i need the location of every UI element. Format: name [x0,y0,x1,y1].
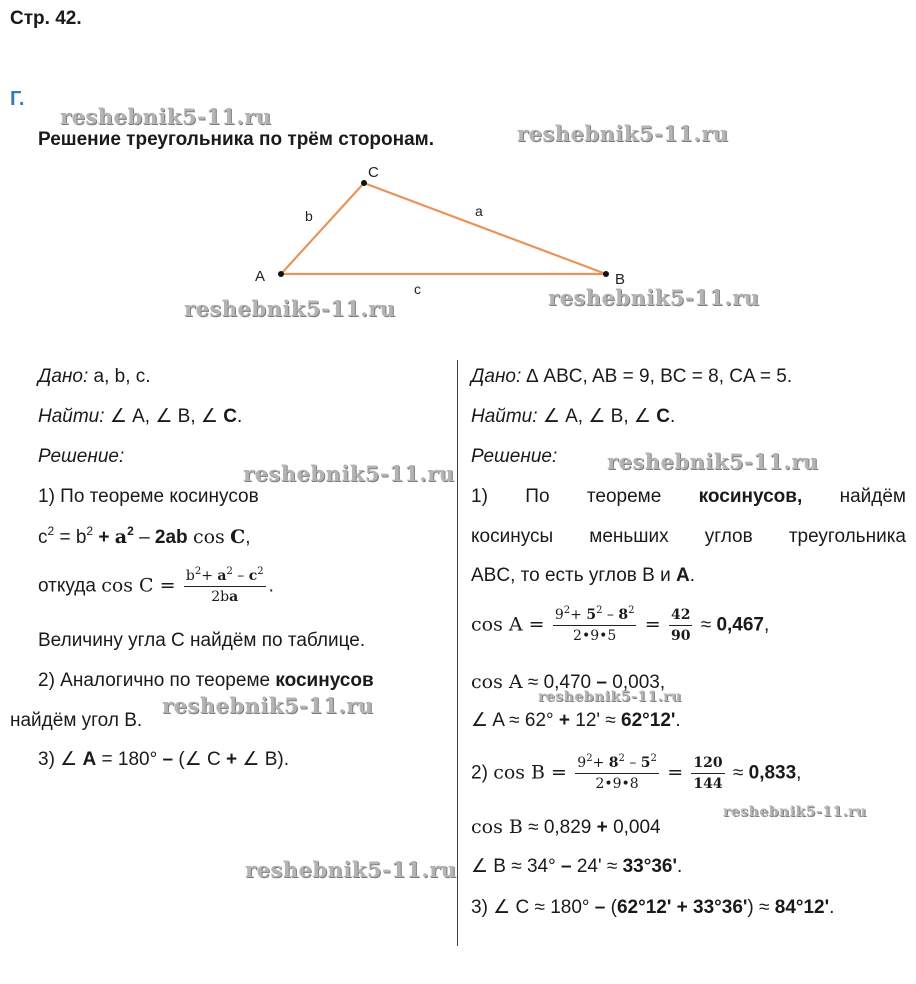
section-heading: Решение треугольника по трём сторонам. [38,129,435,150]
vertex-b-label: B [615,271,626,288]
step1-word: углов [704,526,753,547]
left-step2 [38,669,374,693]
formula-term: 2) [471,762,488,784]
given-label: Дано: [471,366,522,387]
triangle-side-a [364,183,606,274]
left-step1: 1) По теореме косинусов [38,486,259,507]
step1-text: . [689,565,696,586]
step3-term: 3) ∠ [38,749,78,770]
right-find [471,405,675,429]
formula-term: ≈ [732,762,744,784]
step1-text: ABC, то есть углов B и [471,565,671,586]
find-value-end: . [669,406,676,427]
watermark: reshebnik5-11.ru [538,689,682,705]
vertex-c-label: C [368,164,379,181]
side-a-label: a [475,203,483,219]
left-table-line: Величину угла С найдём по таблице. [38,630,366,651]
formula-term: C [230,526,246,548]
given-label: Дано: [38,366,89,387]
cosA-fraction: $\frac{9^2+ 5^2 - 8^2}{2•9•5}$ [554,605,635,644]
cosC-fraction: $\frac{b^2+ a^2 - c^2}{2ba}$ [185,566,264,605]
left-solution-label: Решение: [38,446,125,467]
given-value: ∆ ABC, AB = 9, BC = 8, CA = 5. [526,366,793,387]
left-step2-cont: найдём угол В. [10,710,143,731]
step1-bold: A [676,565,690,586]
formula-term: . [675,710,681,731]
right-step3 [471,896,834,920]
cosB-fraction: $\frac{9^2+ 8^2 - 5^2}{2•9•8}$ [577,753,657,792]
formula-term: . [829,897,835,918]
right-given [471,365,792,389]
right-angleB [471,855,682,879]
formula-term: cos A [471,671,523,693]
step3-term: = 180° [101,749,158,770]
vertex-a-label: A [255,268,266,285]
right-step1-line2 [471,525,906,549]
triangle-diagram [240,158,640,298]
right-cosB-formula [471,753,801,794]
vertex-b-point [603,271,609,277]
formula-term: ∠ A ≈ 62° [471,710,554,731]
formula-term: ) ≈ [747,897,770,918]
formula-term: cos [192,526,225,548]
formula-term: – [560,856,572,877]
formula-term: – [139,527,150,548]
column-divider [457,360,458,946]
formula-term: = [667,761,684,784]
formula-term: + [596,817,608,838]
watermark: reshebnik5-11.ru [245,857,457,882]
step1-word: меньших [589,526,669,547]
left-find [38,405,242,429]
step1-word: косинусов, [698,486,803,507]
cosA-result-fraction: $\frac{42}{90}$ [670,607,691,644]
side-b-label: b [305,208,313,224]
step1-word: По [525,486,550,507]
formula-term: = [644,613,661,636]
formula-term: cos B = [493,761,567,784]
find-label: Найти: [38,406,105,427]
find-value-bold: C [656,406,670,427]
right-cosA-formula [471,605,769,646]
formula-term: 24' ≈ [576,856,618,877]
watermark: reshebnik5-11.ru [243,461,455,486]
step1-word: найдём [839,486,906,507]
step1-word: косинусы [471,526,554,547]
watermark: reshebnik5-11.ru [60,104,272,129]
formula-term: a [114,526,128,548]
formula-term: + [98,527,110,548]
formula-term: 0,004 [613,817,661,838]
vertex-c-point [361,180,367,186]
step3-term: A [82,749,97,770]
left-formula: $c^2 = b^2 + a^2 - 2ab$ cos C, [38,524,251,548]
watermark: reshebnik5-11.ru [162,693,374,718]
step1-word: треугольника [788,526,906,547]
formula-term: , [796,762,802,784]
watermark: reshebnik5-11.ru [184,296,396,321]
right-angleA [471,709,681,733]
page-number: Стр. 42. [10,8,82,29]
given-value: a, b, c. [93,366,151,387]
formula-term: ( [610,897,617,918]
formula-term: 12' ≈ [575,710,616,731]
formula-term: ≈ 0,829 [528,817,592,838]
formula-term: 0,003, [612,672,666,693]
formula-term: 33°36' [693,897,748,918]
step2-bold: косинусов [275,670,374,691]
triangle-sides [281,183,606,274]
find-value: ∠ A, ∠ B, ∠ [109,406,218,427]
formula-term: ≈ [700,614,712,636]
right-cosA-line2 [471,670,665,695]
formula-term: + [558,710,570,731]
find-value-end: . [236,406,243,427]
watermark: reshebnik5-11.ru [723,804,867,820]
formula-term: ≈ 0,470 [527,672,592,693]
step3-term: + [226,749,238,770]
whence-word: откуда [38,575,96,597]
cosB-value: 0,833 [748,762,797,784]
find-value-bold: C [223,406,237,427]
step3-term: – [162,749,174,770]
watermark: reshebnik5-11.ru [548,285,760,310]
formula-term: 3) ∠ C ≈ 180° [471,897,590,918]
formula-term: , [764,614,770,636]
formula-term: cos A = [471,613,545,636]
left-cosC-formula [38,566,274,607]
left-given [38,365,151,389]
angleC-value: 84°12' [774,897,830,918]
right-cosB-line2 [471,815,661,840]
step3-term: (∠ C [178,749,221,770]
formula-term: c [38,527,48,548]
triangle-side-b [281,183,364,274]
cosA-value: 0,467 [716,614,764,636]
side-c-label: c [414,281,421,297]
step2-text: 2) Аналогично по теореме [38,670,271,691]
vertex-a-point [278,271,284,277]
formula-term: cos B [471,816,523,838]
formula-term: . [268,575,274,597]
formula-term: + [676,897,688,918]
left-step3 [38,748,289,772]
formula-term: 62°12' [616,897,672,918]
formula-term: – [594,897,606,918]
formula-term: = b [59,527,87,548]
cosB-result-fraction: $\frac{120}{144}$ [693,755,723,792]
find-label: Найти: [471,406,538,427]
watermark: reshebnik5-11.ru [607,449,819,474]
angleB-value: 33°36' [622,856,677,877]
formula-term: cos C = [101,574,176,597]
step3-term: ∠ B). [242,749,289,770]
formula-term: ∠ B ≈ 34° [471,856,556,877]
angleA-value: 62°12' [621,710,676,731]
right-solution-label: Решение: [471,446,558,467]
formula-term: 2ab [154,527,188,548]
step1-word: 1) [471,486,488,507]
formula-term: – [596,672,607,693]
right-step1-line1 [471,485,906,509]
find-value: ∠ A, ∠ B, ∠ [542,406,651,427]
formula-term: , [245,527,251,548]
step1-word: теореме [586,486,662,507]
watermark: reshebnik5-11.ru [517,121,729,146]
formula-term: . [676,856,683,877]
right-step1-line3 [471,564,695,588]
section-letter: Г. [10,88,25,110]
